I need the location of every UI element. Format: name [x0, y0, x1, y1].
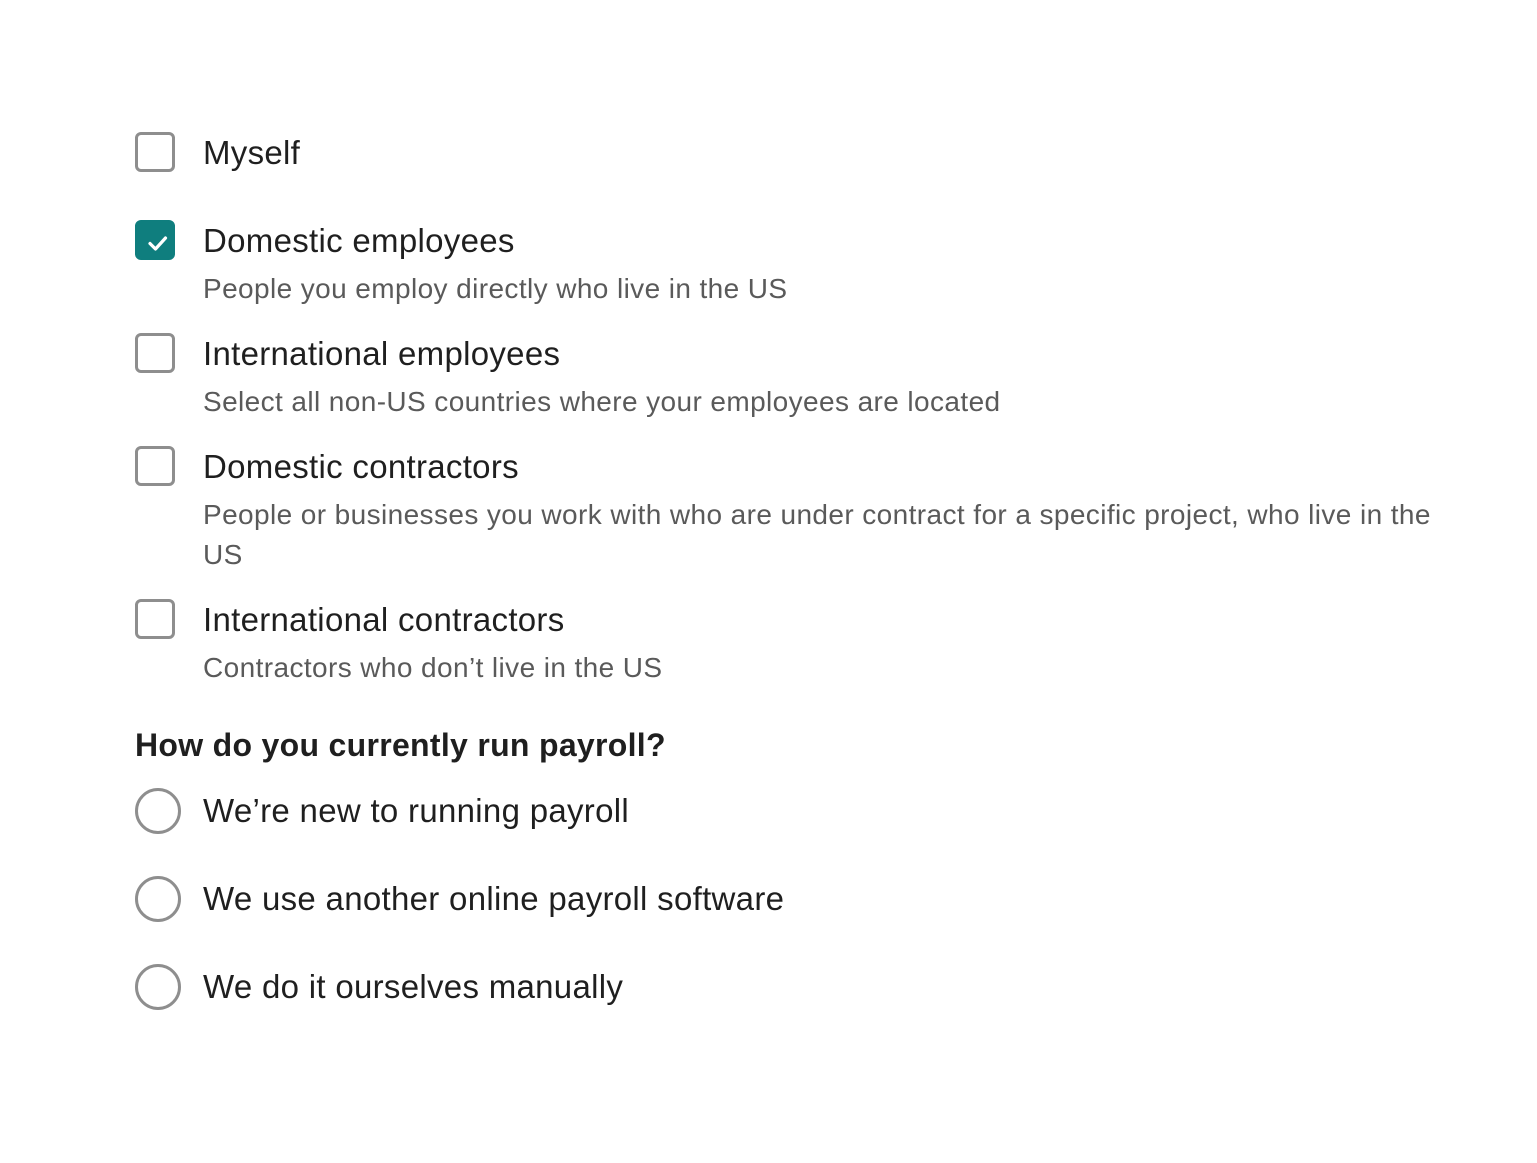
- domestic-employees-label[interactable]: Domestic employees: [203, 222, 515, 259]
- international-contractors-checkbox[interactable]: [135, 599, 175, 639]
- option-domestic-employees[interactable]: [135, 220, 1435, 333]
- radio-option-manual[interactable]: [135, 964, 1435, 1052]
- domestic-contractors-checkbox[interactable]: [135, 446, 175, 486]
- international-employees-checkbox[interactable]: [135, 333, 175, 373]
- manual-radio[interactable]: [135, 964, 181, 1010]
- international-contractors-label[interactable]: International contractors: [203, 601, 565, 638]
- international-employees-label[interactable]: International employees: [203, 335, 561, 372]
- international-employees-description: Select all non-US countries where your employees are located: [203, 386, 1001, 417]
- new-to-payroll-label[interactable]: We’re new to running payroll: [203, 792, 630, 829]
- check-icon: [145, 231, 171, 255]
- myself-checkbox[interactable]: [135, 132, 175, 172]
- payroll-question-title: How do you currently run payroll?: [135, 727, 666, 763]
- international-contractors-description: Contractors who don’t live in the US: [203, 652, 663, 683]
- radio-option-other-software[interactable]: [135, 876, 1435, 964]
- option-international-employees[interactable]: [135, 333, 1435, 446]
- payroll-setup-form: [135, 132, 1435, 1052]
- option-international-contractors[interactable]: [135, 599, 1435, 712]
- other-software-label[interactable]: We use another online payroll software: [203, 880, 785, 917]
- option-domestic-contractors[interactable]: [135, 446, 1435, 599]
- option-myself[interactable]: [135, 132, 1435, 220]
- myself-label[interactable]: Myself: [203, 134, 301, 171]
- radio-option-new-to-payroll[interactable]: [135, 788, 1435, 876]
- other-software-radio[interactable]: [135, 876, 181, 922]
- manual-label[interactable]: We do it ourselves manually: [203, 968, 624, 1005]
- domestic-contractors-description: People or businesses you work with who are under contract for a specific project, who live in the US: [203, 499, 1431, 570]
- domestic-employees-checkbox[interactable]: [135, 220, 175, 260]
- domestic-contractors-label[interactable]: Domestic contractors: [203, 448, 519, 485]
- new-to-payroll-radio[interactable]: [135, 788, 181, 834]
- domestic-employees-description: People you employ directly who live in the US: [203, 273, 788, 304]
